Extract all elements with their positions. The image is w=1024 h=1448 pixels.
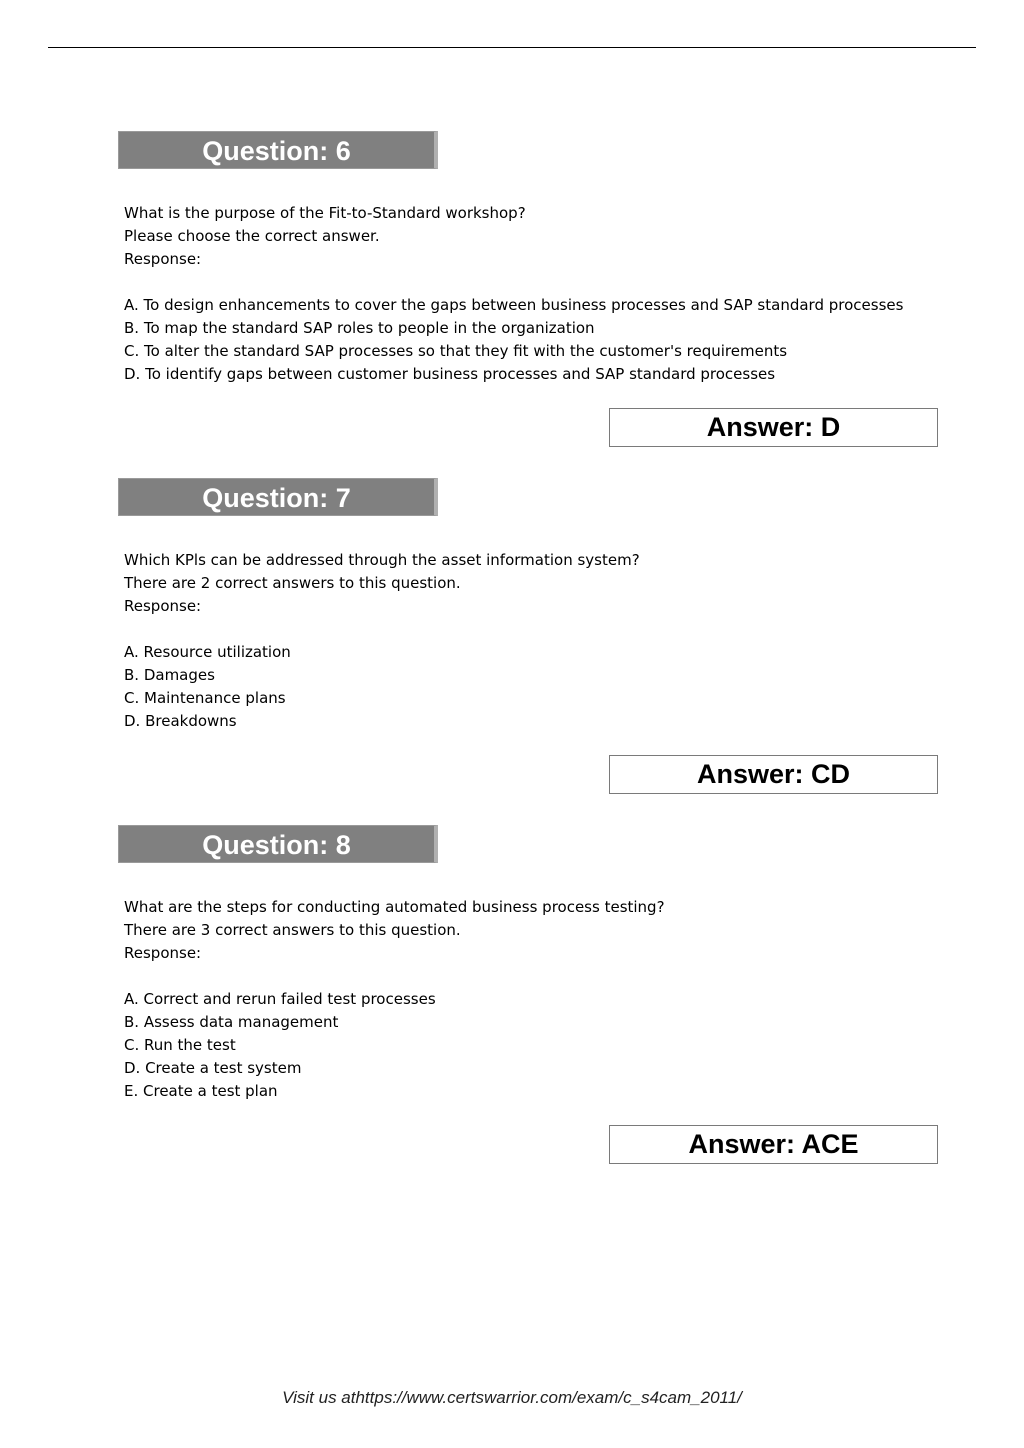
answer-box: Answer: CD [609,755,938,794]
answer-box: Answer: D [609,408,938,447]
question-response-label: Response: [124,944,202,962]
question-prompt-line: What is the purpose of the Fit-to-Standard workshop? [124,204,526,222]
question-response-label: Response: [124,597,202,615]
question-prompt-line: What are the steps for conducting automated business process testing? [124,898,665,916]
option-d: D. Create a test system [124,1059,302,1077]
option-b: B. Assess data management [124,1013,339,1031]
header-rule [48,47,976,48]
question-title: Question: 7 [118,478,438,516]
question-body [124,549,640,733]
option-d: D. To identify gaps between customer business processes and SAP standard processes [124,365,776,383]
question-response-label: Response: [124,250,202,268]
question-prompt-line: Which KPls can be addressed through the asset information system? [124,551,640,569]
option-c: C. To alter the standard SAP processes so that they fit with the customer's requirements [124,342,788,360]
option-c: C. Maintenance plans [124,689,286,707]
question-instruction-line: Please choose the correct answer. [124,227,380,245]
footer-link[interactable]: Visit us athttps://www.certswarrior.com/exam/c_s4cam_2011/ [282,1388,742,1407]
question-body [124,896,665,1103]
option-a: A. Resource utilization [124,643,291,661]
option-b: B. To map the standard SAP roles to people in the organization [124,319,595,337]
answer-box: Answer: ACE [609,1125,938,1164]
option-e: E. Create a test plan [124,1082,278,1100]
option-d: D. Breakdowns [124,712,237,730]
question-title: Question: 8 [118,825,438,863]
option-a: A. To design enhancements to cover the gaps between business processes and SAP standard processes [124,296,904,314]
question-title: Question: 6 [118,131,438,169]
option-c: C. Run the test [124,1036,236,1054]
question-body [124,202,903,386]
question-instruction-line: There are 2 correct answers to this question. [124,574,461,592]
question-instruction-line: There are 3 correct answers to this question. [124,921,461,939]
option-a: A. Correct and rerun failed test processes [124,990,436,1008]
option-b: B. Damages [124,666,215,684]
